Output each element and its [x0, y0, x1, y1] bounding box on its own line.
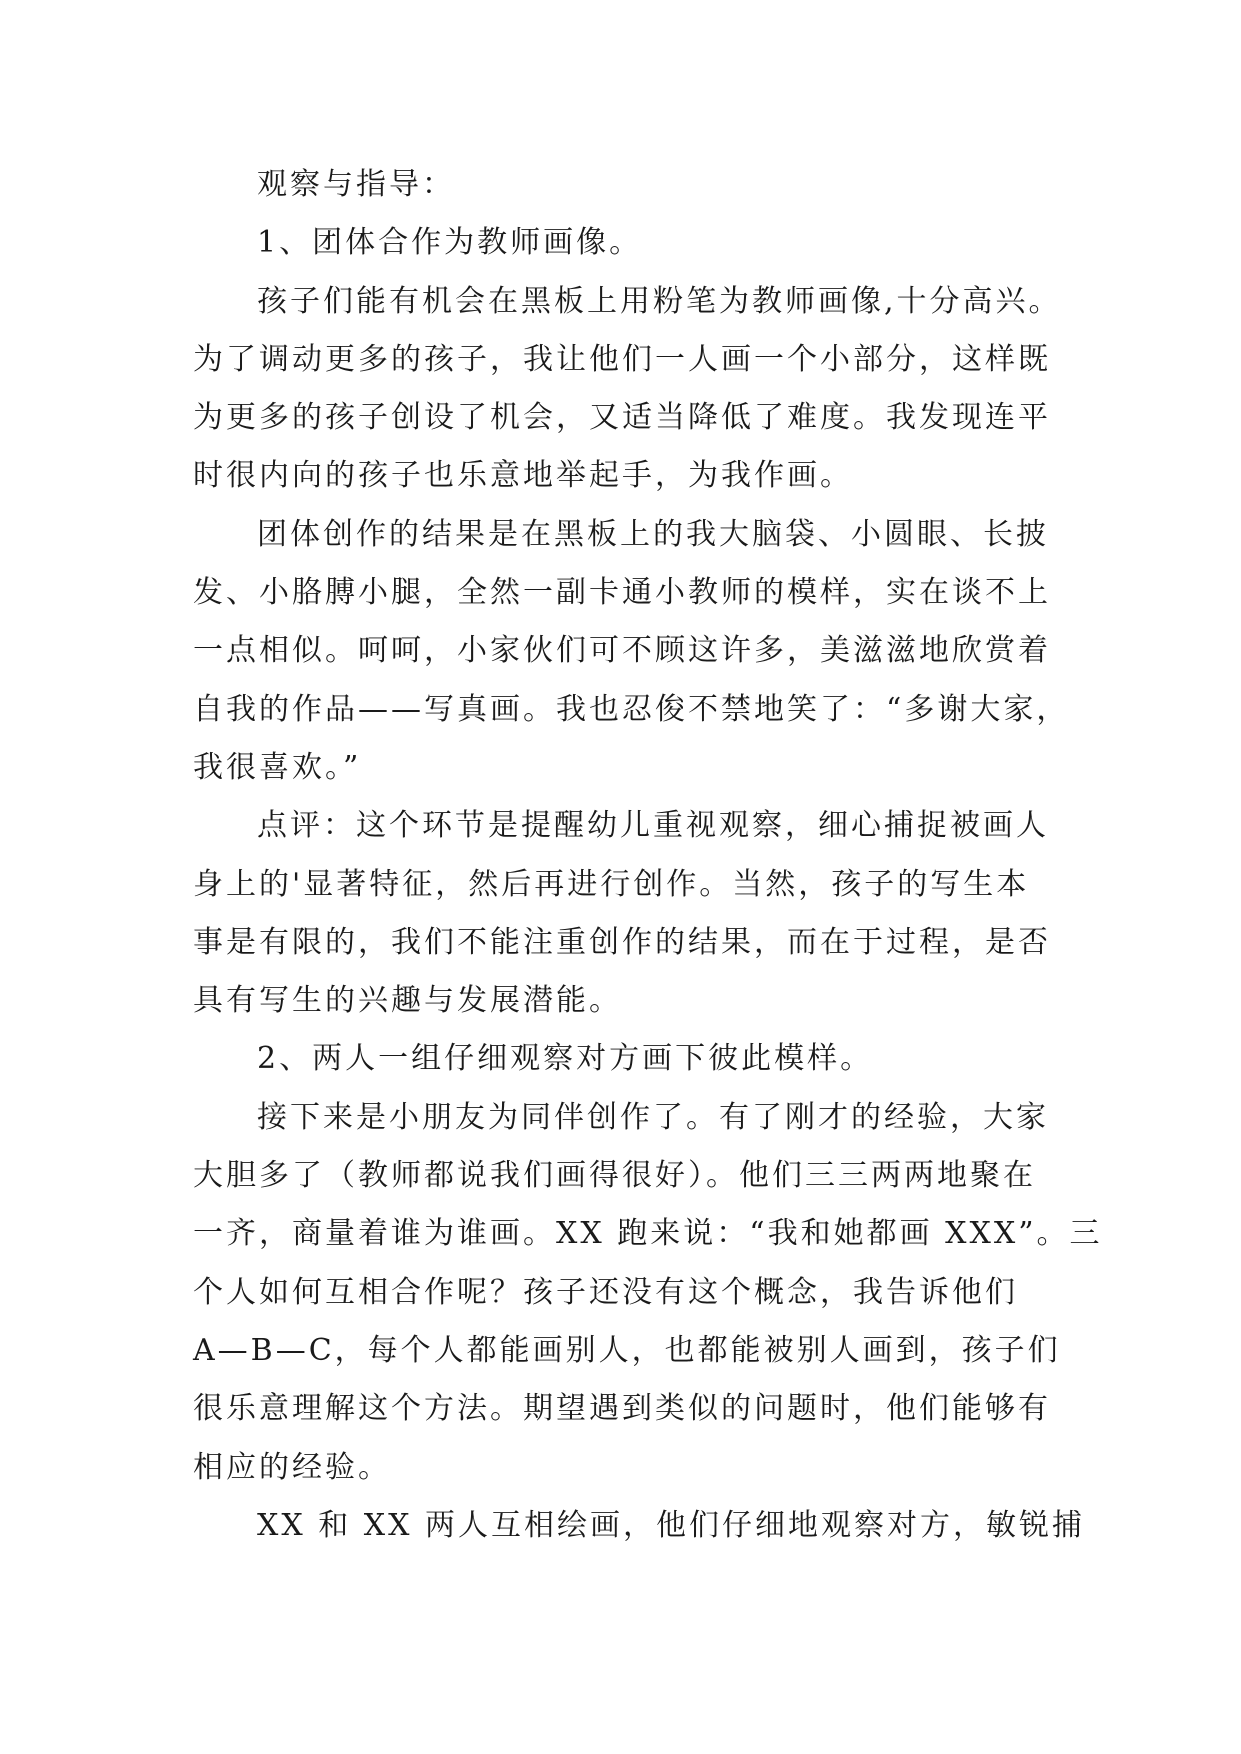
text-line: 团体创作的结果是在黑板上的我大脑袋、小圆眼、长披 — [257, 516, 1049, 552]
text-line: 大胆多了（教师都说我们画得很好）。他们三三两两地聚在 — [193, 1158, 1036, 1194]
text-line: 孩子们能有机会在黑板上用粉笔为教师画像,十分高兴。 — [257, 283, 1062, 319]
text-line: 很乐意理解这个方法。期望遇到类似的问题时，他们能够有 — [193, 1391, 1051, 1427]
text-line: 发、小胳膊小腿，全然一副卡通小教师的模样，实在谈不上 — [193, 575, 1051, 611]
text-line: 相应的经验。 — [193, 1449, 391, 1485]
text-line: 一点相似。呵呵，小家伙们可不顾这许多，美滋滋地欣赏着 — [193, 633, 1051, 669]
text-line: 一齐，商量着谁为谁画。XX 跑来说：“我和她都画 XXX”。三 — [193, 1216, 1103, 1252]
text-line: 时很内向的孩子也乐意地举起手，为我作画。 — [193, 458, 853, 494]
text-line: A—B—C，每个人都能画别人，也都能被别人画到，孩子们 — [193, 1332, 1061, 1368]
text-line: 自我的作品——写真画。我也忍俊不禁地笑了：“多谢大家， — [193, 691, 1070, 727]
text-line: 身上的'显著特征，然后再进行创作。当然，孩子的写生本 — [193, 866, 1030, 902]
section-heading: 观察与指导： — [257, 167, 455, 202]
text-line: 点评：这个环节是提醒幼儿重视观察，细心捕捉被画人 — [257, 808, 1049, 844]
subsection-heading: 1、团体合作为教师画像。 — [257, 225, 643, 261]
text-line: XX 和 XX 两人互相绘画，他们仔细地观察对方，敏锐捕 — [257, 1507, 1086, 1543]
text-line: 为更多的孩子创设了机会，又适当降低了难度。我发现连平 — [193, 400, 1051, 436]
subsection-heading: 2、两人一组仔细观察对方画下彼此模样。 — [257, 1041, 874, 1077]
text-line: 具有写生的兴趣与发展潜能。 — [193, 983, 622, 1019]
text-line: 接下来是小朋友为同伴创作了。有了刚才的经验，大家 — [257, 1099, 1049, 1135]
text-line: 为了调动更多的孩子，我让他们一人画一个小部分，这样既 — [193, 341, 1051, 377]
document-body — [193, 156, 1103, 1555]
text-line: 个人如何互相合作呢？孩子还没有这个概念，我告诉他们 — [193, 1274, 1018, 1310]
text-line: 我很喜欢。” — [193, 749, 362, 785]
text-line: 事是有限的，我们不能注重创作的结果，而在于过程，是否 — [193, 924, 1051, 960]
